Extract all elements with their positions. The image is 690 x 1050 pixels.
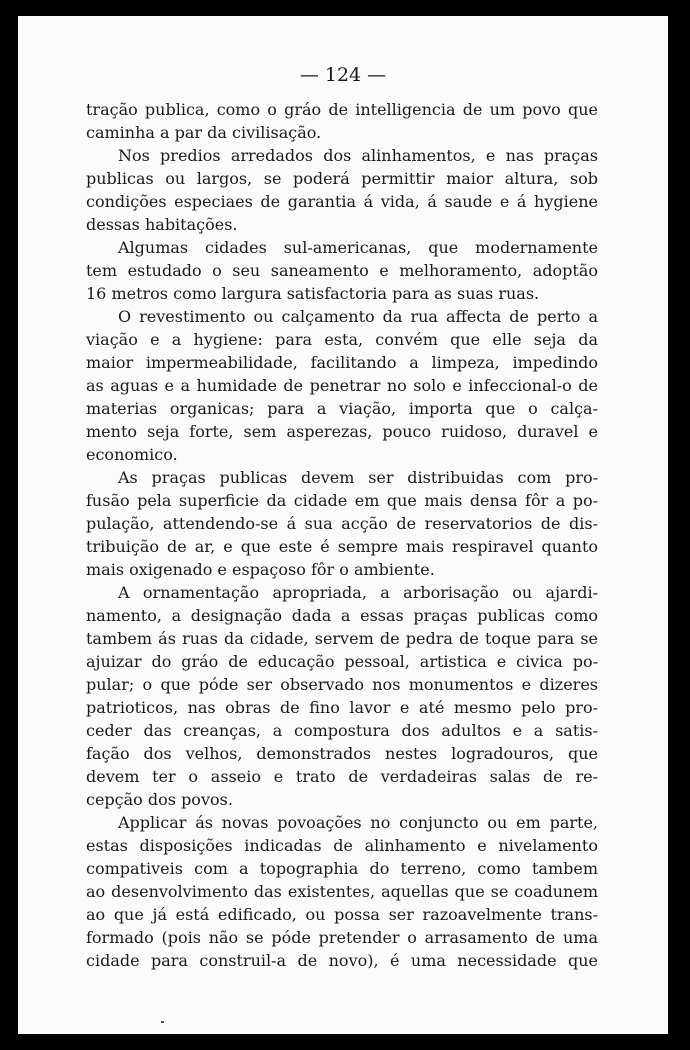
text-line: tribuição de ar, e que este é sempre mais respiravel quanto xyxy=(86,537,598,556)
text-line: Applicar ás novas povoações no conjuncto ou em parte, xyxy=(118,813,598,832)
text-line: compativeis com a topographia do terreno, como tambem xyxy=(86,859,598,878)
text-line: estas disposições indicadas de alinhamento e nivelamento xyxy=(86,836,598,855)
text-line: dessas habitações. xyxy=(86,215,238,234)
text-line: O revestimento ou calçamento da rua affecta de perto a xyxy=(118,307,598,326)
paragraph xyxy=(86,811,598,972)
paragraph xyxy=(86,581,598,811)
text-line: pular; o que póde ser observado nos monumentos e dizeres xyxy=(86,675,598,694)
body-text xyxy=(86,98,598,972)
text-line: Nos predios arredados dos alinhamentos, e nas praças xyxy=(118,146,598,165)
text-line: 16 metros como largura satisfactoria para as suas ruas. xyxy=(86,284,540,303)
text-line: mais oxigenado e espaçoso fôr o ambiente. xyxy=(86,560,435,579)
text-line: ao desenvolvimento das existentes, aquellas que se coadunem xyxy=(86,882,598,901)
text-line: caminha a par da civilisação. xyxy=(86,123,322,142)
paragraph xyxy=(86,466,598,581)
paragraph xyxy=(86,144,598,236)
text-line: mento seja forte, sem asperezas, pouco ruidoso, duravel e xyxy=(86,422,598,441)
text-line: namento, a designação dada a essas praças publicas como xyxy=(86,606,598,625)
text-line: cepção dos povos. xyxy=(86,790,233,809)
text-line: Algumas cidades sul-americanas, que modernamente xyxy=(118,238,598,257)
text-line: ajuizar do gráo de educação pessoal, artistica e civica po- xyxy=(86,652,598,671)
text-line: ceder das creanças, a compostura dos adultos e a satis- xyxy=(86,721,598,740)
text-line: as aguas e a humidade de penetrar no solo e infeccional-o de xyxy=(86,376,598,395)
text-line: maior impermeabilidade, facilitando a limpeza, impedindo xyxy=(86,353,598,372)
text-line: patrioticos, nas obras de fino lavor e até mesmo pelo pro- xyxy=(86,698,598,717)
text-line: fação dos velhos, demonstrados nestes logradouros, que xyxy=(86,744,598,763)
text-line: cidade para construil-a de novo), é uma necessidade que xyxy=(86,951,598,970)
text-line: publicas ou largos, se poderá permittir maior altura, sob xyxy=(86,169,598,188)
text-line: A ornamentação apropriada, a arborisação ou ajardi- xyxy=(118,583,598,602)
text-line: viação e a hygiene: para esta, convém que elle seja da xyxy=(86,330,598,349)
text-line: tem estudado o seu saneamento e melhoramento, adoptão xyxy=(86,261,598,280)
page-number: — 124 — xyxy=(299,64,387,86)
text-line: condições especiaes de garantia á vida, á saude e á hygiene xyxy=(86,192,598,211)
text-line: materias organicas; para a viação, importa que o calça- xyxy=(86,399,598,418)
text-line: As praças publicas devem ser distribuidas com pro- xyxy=(118,468,598,487)
paragraph xyxy=(86,305,598,466)
text-line: ao que já está edificado, ou possa ser razoavelmente trans- xyxy=(86,905,598,924)
text-line: pulação, attendendo-se á sua acção de reservatorios de dis- xyxy=(86,514,598,533)
text-line: formado (pois não se póde pretender o arrasamento de uma xyxy=(86,928,598,947)
text-line: devem ter o asseio e trato de verdadeiras salas de re- xyxy=(86,767,598,786)
print-speck xyxy=(161,1021,164,1023)
text-line: economico. xyxy=(86,445,178,464)
text-line: tração publica, como o gráo de intelligencia de um povo que xyxy=(86,100,598,119)
text-line: tambem ás ruas da cidade, servem de pedra de toque para se xyxy=(86,629,598,648)
paragraph xyxy=(86,98,598,144)
book-page xyxy=(18,16,668,1034)
text-line: fusão pela superficie da cidade em que mais densa fôr a po- xyxy=(86,491,598,510)
paragraph xyxy=(86,236,598,305)
